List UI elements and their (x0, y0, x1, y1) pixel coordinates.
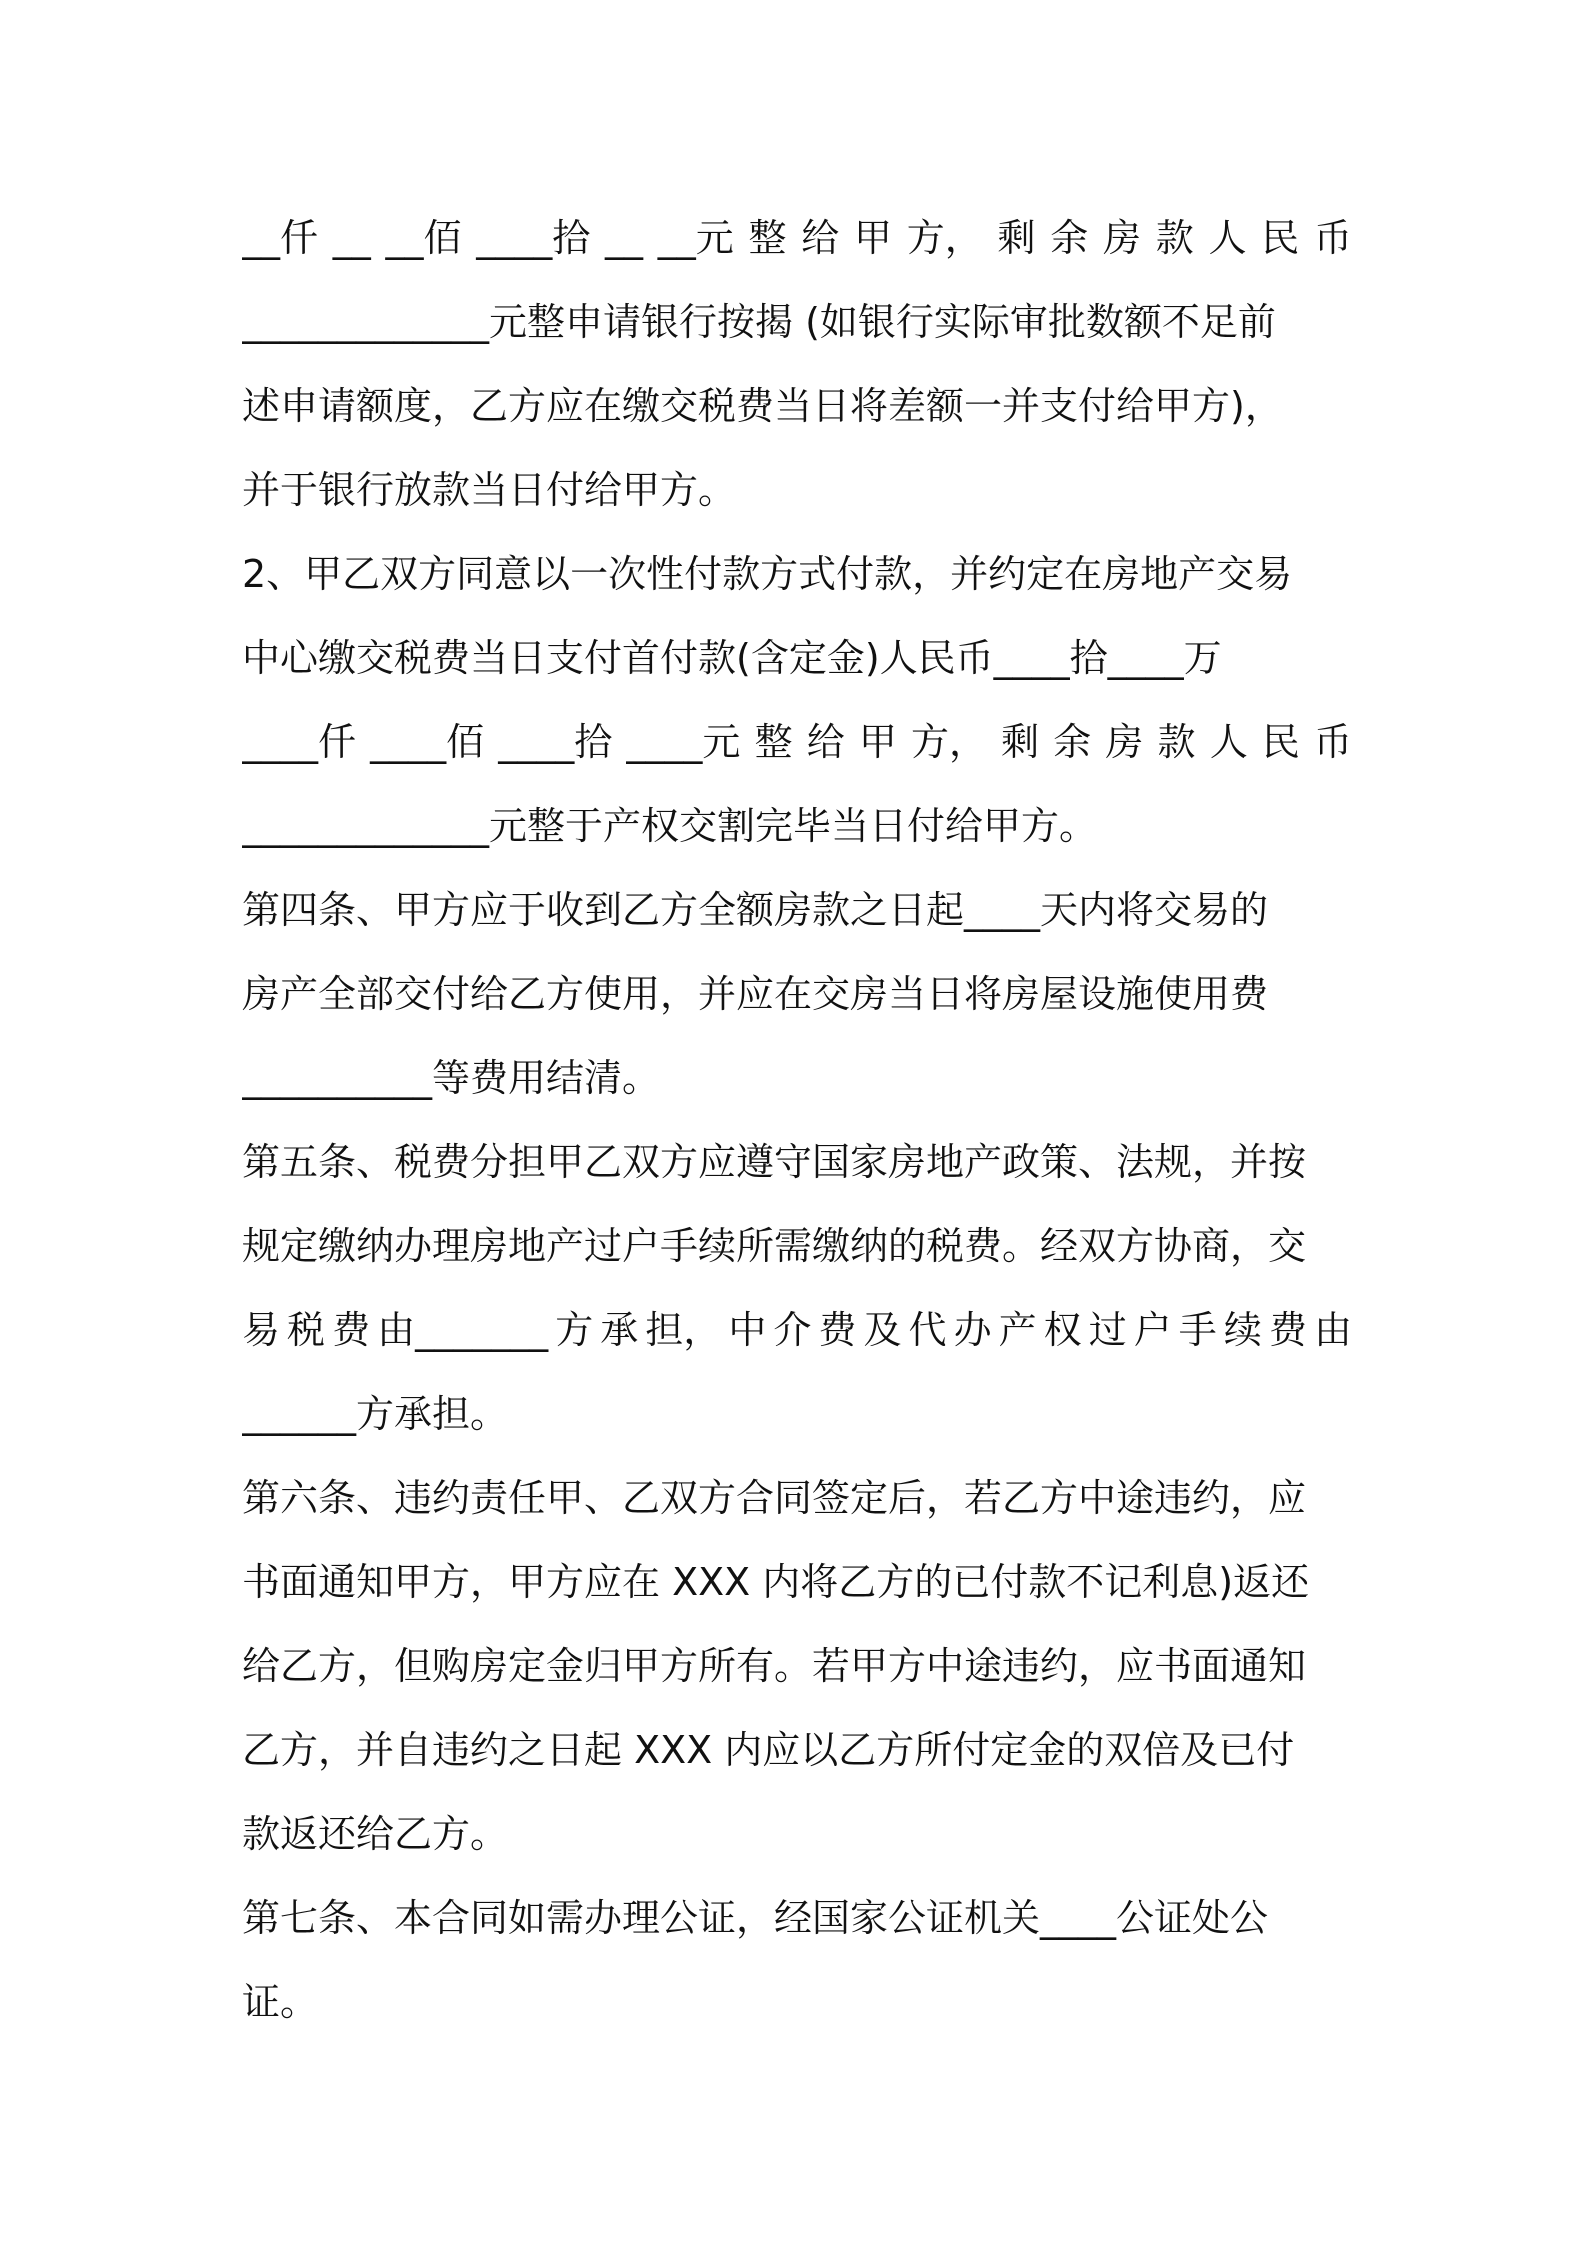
text-token: ____仟 (242, 720, 357, 764)
text-token: 费 (818, 1308, 857, 1352)
text-line: 并于银行放款当日付给甲方。 (242, 468, 737, 512)
text-token: __ (332, 216, 371, 260)
text-token: 户 (1133, 1308, 1172, 1352)
text-token: 币 (1313, 720, 1352, 764)
text-token: 人 (1208, 216, 1247, 260)
text-token: 办 (953, 1308, 992, 1352)
text-token: 余 (1050, 216, 1089, 260)
contract-text (242, 196, 1352, 2044)
text-token: 方， (906, 216, 983, 260)
text-token: 整 (748, 216, 787, 260)
text-token: 担， (645, 1308, 722, 1352)
text-token: 甲 (858, 720, 897, 764)
text-token: __元 (657, 216, 734, 260)
text-token: 余 (1053, 720, 1092, 764)
text-token: 款 (1157, 720, 1196, 764)
text-token: 由 (1313, 1308, 1352, 1352)
text-line (242, 196, 1352, 280)
text-token: 易 (242, 1308, 281, 1352)
text-token: 甲 (853, 216, 892, 260)
text-token: 整 (754, 720, 793, 764)
text-line: 款返还给乙方。 (242, 1812, 509, 1856)
text-token: __仟 (242, 216, 319, 260)
text-token: ____拾 (476, 216, 591, 260)
text-line: _____________元整于产权交割完毕当日付给甲方。 (242, 804, 1098, 848)
text-token: 承 (600, 1308, 639, 1352)
text-line: 乙方，并自违约之日起 XXX 内应以乙方所付定金的双倍及已付 (242, 1728, 1295, 1772)
text-line: 2、甲乙双方同意以一次性付款方式付款，并约定在房地产交易 (242, 552, 1293, 596)
text-line: ______方承担。 (242, 1392, 509, 1436)
text-token: 由_______ (377, 1308, 549, 1352)
text-token: 费 (1268, 1308, 1307, 1352)
text-token: 过 (1088, 1308, 1127, 1352)
text-token: __ (604, 216, 643, 260)
text-token: 民 (1261, 216, 1300, 260)
text-line: 中心缴交税费当日支付首付款(含定金)人民币____拾____万 (242, 636, 1222, 680)
text-token: 费 (332, 1308, 371, 1352)
text-token: ____元 (626, 720, 741, 764)
text-token: 介 (773, 1308, 812, 1352)
text-token: 给 (801, 216, 840, 260)
text-token: 民 (1261, 720, 1300, 764)
text-token: 及 (863, 1308, 902, 1352)
text-line: 第六条、违约责任甲、乙双方合同签定后，若乙方中途违约，应 (242, 1476, 1307, 1520)
text-line (242, 700, 1352, 784)
text-line: 房产全部交付给乙方使用，并应在交房当日将房屋设施使用费 (242, 972, 1269, 1016)
text-token: 代 (908, 1308, 947, 1352)
text-token: 产 (998, 1308, 1037, 1352)
text-token: 税 (287, 1308, 326, 1352)
text-token: 人 (1209, 720, 1248, 764)
text-token: 给 (806, 720, 845, 764)
text-token: 款 (1155, 216, 1194, 260)
text-token: 房 (1105, 720, 1144, 764)
text-line: 第四条、甲方应于收到乙方全额房款之日起____天内将交易的 (242, 888, 1269, 932)
text-line (242, 1288, 1352, 1372)
text-token: 中 (728, 1308, 767, 1352)
text-line: 述申请额度，乙方应在缴交税费当日将差额一并支付给甲方)， (242, 384, 1283, 428)
text-line: _____________元整申请银行按揭 (如银行实际审批数额不足前 (242, 300, 1276, 344)
text-line: 书面通知甲方，甲方应在 XXX 内将乙方的已付款不记利息)返还 (242, 1560, 1310, 1604)
text-token: 方 (555, 1308, 594, 1352)
text-token: 方， (910, 720, 987, 764)
text-token: 手 (1178, 1308, 1217, 1352)
text-line: 规定缴纳办理房地产过户手续所需缴纳的税费。经双方协商，交 (242, 1224, 1307, 1268)
text-token: 剩 (1001, 720, 1040, 764)
text-token: 币 (1313, 216, 1352, 260)
text-token: __佰 (385, 216, 462, 260)
text-line: 第五条、税费分担甲乙双方应遵守国家房地产政策、法规，并按 (242, 1140, 1307, 1184)
text-token: 剩 (997, 216, 1036, 260)
text-token: 续 (1223, 1308, 1262, 1352)
text-token: 权 (1043, 1308, 1082, 1352)
text-token: ____拾 (498, 720, 613, 764)
text-token: 房 (1102, 216, 1141, 260)
text-line: __________等费用结清。 (242, 1056, 661, 1100)
text-line: 第七条、本合同如需办理公证，经国家公证机关____公证处公 (242, 1896, 1269, 1940)
text-line: 给乙方，但购房定金归甲方所有。若甲方中途违约，应书面通知 (242, 1644, 1307, 1688)
text-token: ____佰 (370, 720, 485, 764)
text-line: 证。 (242, 1980, 319, 2024)
